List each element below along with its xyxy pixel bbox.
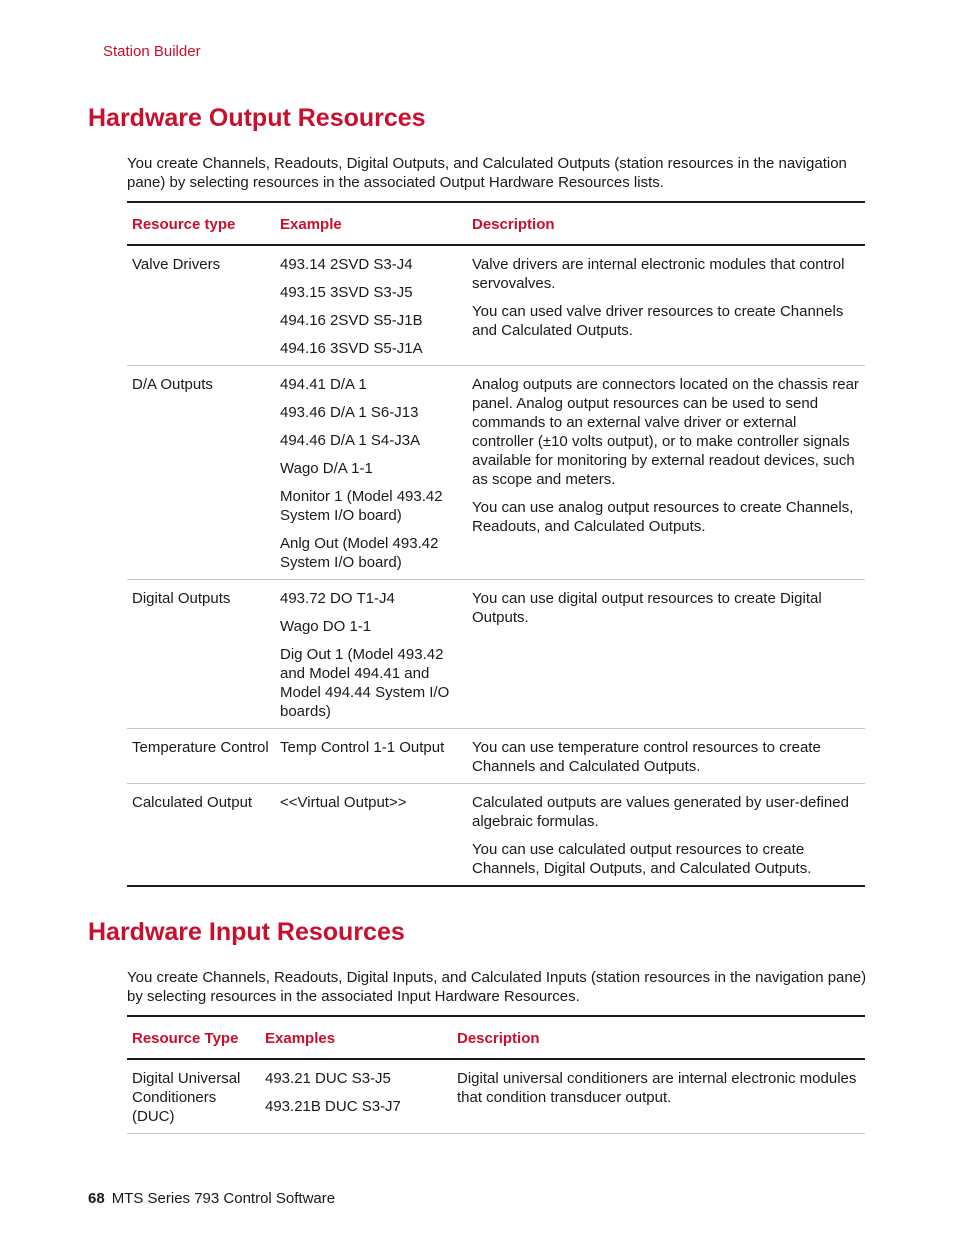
input-section-title: Hardware Input Resources: [88, 918, 405, 946]
description-paragraph: You can use analog output resources to create Channels, Readouts, and Calculated Outputs.: [472, 499, 854, 535]
table-row: [127, 784, 865, 887]
page-number: 68: [88, 1190, 105, 1207]
column-header: Examples: [260, 1016, 452, 1059]
column-header: Description: [467, 202, 865, 245]
resource-type-cell: Digital Outputs: [127, 580, 275, 729]
resource-type-cell: D/A Outputs: [127, 366, 275, 580]
description-cell: [467, 366, 865, 580]
example-item: 493.72 DO T1-J4: [280, 590, 395, 607]
example-item: 494.41 D/A 1: [280, 376, 367, 393]
description-paragraph: Analog outputs are connectors located on the chassis rear panel. Analog output resources can be used to send commands to an external valve driver or external controller (±10 volts output), or to make controller signals available for monitoring by external readout devices, such as scope and meters.: [472, 376, 859, 488]
resource-type-cell: Temperature Control: [127, 729, 275, 784]
example-item: <<Virtual Output>>: [280, 794, 407, 811]
description-cell: [467, 245, 865, 366]
description-cell: [467, 784, 865, 887]
example-item: 493.14 2SVD S3-J4: [280, 256, 413, 273]
resource-type-cell: Calculated Output: [127, 784, 275, 887]
example-item: Wago DO 1-1: [280, 618, 372, 635]
output-section-intro: You create Channels, Readouts, Digital Outputs, and Calculated Outputs (station resources in the navigation pane) by selecting resources in the associated Output Hardware Resources lists.: [127, 155, 847, 191]
examples-cell: [260, 1059, 452, 1134]
input-section-intro: You create Channels, Readouts, Digital Inputs, and Calculated Inputs (station resources in the navigation pane) by selecting resources in the associated Input Hardware Resources.: [127, 969, 867, 1005]
examples-cell: [275, 366, 467, 580]
example-item: 493.21B DUC S3-J7: [265, 1098, 401, 1115]
resource-type-cell: Digital Universal Conditioners (DUC): [127, 1059, 260, 1134]
examples-cell: [275, 784, 467, 887]
description-paragraph: You can used valve driver resources to create Channels and Calculated Outputs.: [472, 303, 844, 339]
column-header: Example: [275, 202, 467, 245]
table-row: [127, 729, 865, 784]
examples-cell: [275, 245, 467, 366]
example-item: Anlg Out (Model 493.42 System I/O board): [280, 535, 439, 571]
table-header-row: [127, 1016, 865, 1059]
example-item: Dig Out 1 (Model 493.42 and Model 494.41 and Model 494.44 System I/O boards): [280, 646, 450, 720]
document-title: MTS Series 793 Control Software: [111, 1190, 336, 1207]
example-item: Temp Control 1-1 Output: [280, 739, 445, 756]
example-item: 493.21 DUC S3-J5: [265, 1070, 391, 1087]
description-cell: [452, 1059, 865, 1134]
description-paragraph: You can use temperature control resources to create Channels and Calculated Outputs.: [472, 739, 821, 775]
table-row: [127, 245, 865, 366]
column-header: Resource type: [127, 202, 275, 245]
running-header: Station Builder: [103, 43, 201, 60]
examples-cell: [275, 729, 467, 784]
description-paragraph: Valve drivers are internal electronic modules that control servovalves.: [472, 256, 845, 292]
description-cell: [467, 729, 865, 784]
example-item: Monitor 1 (Model 493.42 System I/O board): [280, 488, 443, 524]
example-item: Wago D/A 1-1: [280, 460, 373, 477]
description-paragraph: Calculated outputs are values generated by user-defined algebraic formulas.: [472, 794, 849, 830]
table-row: [127, 366, 865, 580]
example-item: 494.16 2SVD S5-J1B: [280, 312, 423, 329]
examples-cell: [275, 580, 467, 729]
input-resources-table: [127, 1015, 865, 1134]
output-resources-table: [127, 201, 865, 887]
example-item: 494.46 D/A 1 S4-J3A: [280, 432, 421, 449]
resource-type-cell: Valve Drivers: [127, 245, 275, 366]
table-header-row: [127, 202, 865, 245]
example-item: 493.46 D/A 1 S6-J13: [280, 404, 419, 421]
description-paragraph: Digital universal conditioners are internal electronic modules that condition transducer output.: [457, 1070, 857, 1106]
table-row: [127, 580, 865, 729]
output-section-title: Hardware Output Resources: [88, 104, 426, 132]
description-paragraph: You can use digital output resources to create Digital Outputs.: [472, 590, 822, 626]
example-item: 493.15 3SVD S3-J5: [280, 284, 413, 301]
example-item: 494.16 3SVD S5-J1A: [280, 340, 423, 357]
page-footer: [88, 1190, 335, 1207]
table-row: [127, 1059, 865, 1134]
column-header: Description: [452, 1016, 865, 1059]
description-paragraph: You can use calculated output resources to create Channels, Digital Outputs, and Calculated Outputs.: [472, 841, 812, 877]
description-cell: [467, 580, 865, 729]
column-header: Resource Type: [127, 1016, 260, 1059]
